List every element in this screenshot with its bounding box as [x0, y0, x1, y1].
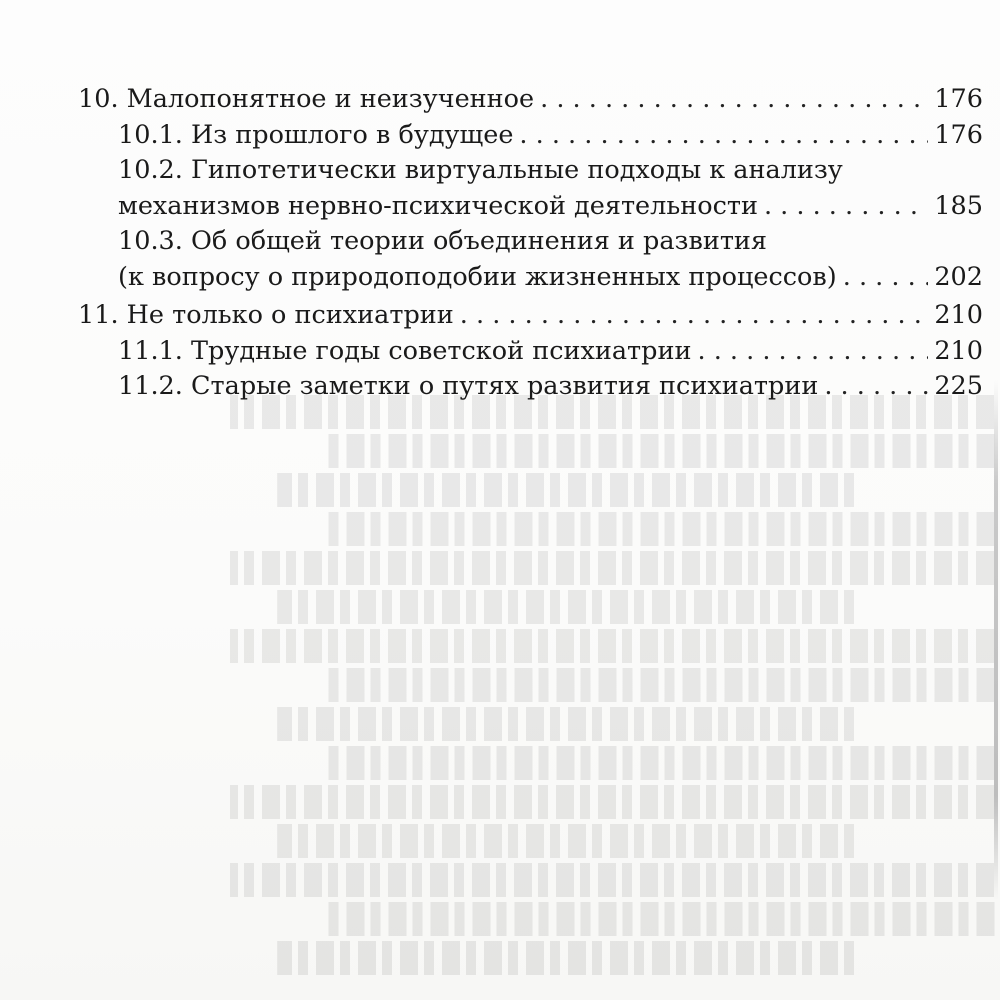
toc-entry-title: 11.2. Старые заметки о путях развития психиатрии — [118, 371, 819, 401]
table-of-contents — [78, 82, 983, 405]
toc-entry-11-2 — [78, 369, 983, 405]
toc-page-number: 202 — [934, 261, 983, 292]
toc-page-number: 176 — [934, 119, 983, 150]
dot-leader — [697, 334, 928, 370]
dot-leader — [843, 260, 929, 296]
toc-page-number: 185 — [934, 190, 983, 221]
toc-entry-10-1 — [78, 118, 983, 154]
toc-entry-title-line-1: 10.2. Гипотетически виртуальные подходы к анализу — [118, 155, 843, 185]
toc-entry-11-1 — [78, 334, 983, 370]
toc-entry-10-3 — [78, 224, 983, 295]
toc-entry-11 — [78, 298, 983, 334]
dot-leader — [519, 118, 928, 154]
page-edge-shadow — [994, 380, 998, 900]
toc-page-number: 176 — [934, 84, 983, 114]
toc-entry-title: 11.1. Трудные годы советской психиатрии — [118, 335, 692, 366]
toc-entry-10 — [78, 82, 983, 118]
dot-leader — [540, 82, 928, 118]
bleed-through-texture — [230, 395, 1000, 1000]
toc-entry-title-line-2: (к вопросу о природоподобии жизненных процессов) — [118, 261, 837, 292]
toc-entry-10-2 — [78, 153, 983, 224]
toc-entry-title-line-2: механизмов нервно-психической деятельности — [118, 190, 758, 221]
toc-page-number: 210 — [934, 300, 983, 330]
dot-leader — [764, 189, 928, 225]
dot-leader — [460, 298, 929, 334]
toc-entry-title: 10. Малопонятное и неизученное — [78, 84, 535, 114]
toc-page-number: 225 — [934, 371, 983, 401]
toc-entry-title-line-1: 10.3. Об общей теории объединения и развития — [118, 226, 768, 256]
toc-entry-title: 11. Не только о психиатрии — [78, 300, 454, 330]
toc-entry-title: 10.1. Из прошлого в будущее — [118, 119, 514, 150]
dot-leader — [824, 369, 928, 405]
toc-page-number: 210 — [934, 335, 983, 366]
